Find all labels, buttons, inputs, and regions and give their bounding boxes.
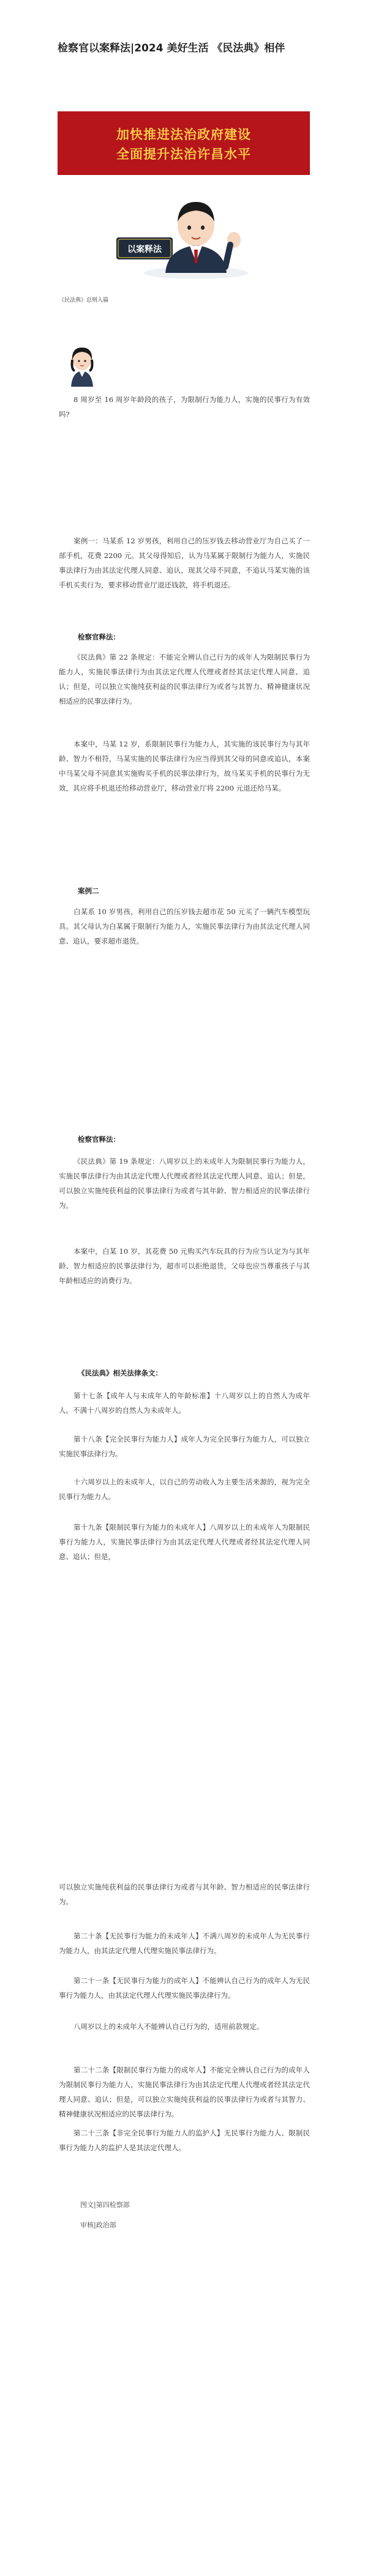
prosecutor-illustration-icon — [104, 181, 276, 279]
explain1-paragraph-1: 《民法典》第 22 条规定：不能完全辨认自己行为的成年人为限制民事行为能力人，实施民事法律行为由其法定代理人代理或者经其法定代理人同意、追认；但是，可以独立实施纯获利益的民事法律行为或者与其智力、精神健康状况相适应的民事法律行为。 — [59, 653, 310, 705]
banner-line-1: 加快推进法治政府建设 — [116, 127, 251, 142]
law-article-22: 第二十二条【限制民事行为能力的成年人】不能完全辨认自己行为的成年人为限制民事行为能力人，实施民事法律行为由其法定代理人代理或者经其法定代理人同意、追认；但是，可以独立实施纯获利益的民事法律行为或者与其智力、精神健康状况相适应的民事法律行为。 — [59, 2066, 310, 2118]
explain1-paragraph-2: 本案中，马某 12 岁，系限制民事行为能力人，其实施的该民事行为与其年龄、智力不相符，马某实施的民事法律行为应当得到其父母的同意或追认，本案中马某父母不同意其实施购买手机的民事法律行为，故马某买手机的民事行为无效，其应将手机退还给移动营业厅，移动营业厅将 2200 元退还给马某。 — [59, 740, 310, 792]
case2-heading: 案例二 — [78, 887, 99, 895]
explain1-heading: 检察官释法： — [78, 633, 120, 641]
banner — [58, 111, 310, 175]
section-caption: 《民法典》总则入篇 — [59, 297, 109, 303]
hero-badge-text: 以案释法 — [127, 245, 162, 255]
law-article-19-continued: 可以独立实施纯获利益的民事法律行为或者与其年龄、智力相适应的民事法律行为。 — [59, 1883, 310, 1906]
law-article-21-clause-2: 八周岁以上的未成年人不能辨认自己行为的，适用前款规定。 — [73, 2022, 264, 2031]
case2-paragraph: 白某系 10 岁男孩，利用自己的压岁钱去超市花 50 元买了一辆汽车模型玩具。其父母认为白某属于限制行为能力人，实施民事法律行为由其法定代理人同意、追认，要求超市退货。 — [59, 907, 310, 945]
law-article-18: 第十八条【完全民事行为能力人】成年人为完全民事行为能力人，可以独立实施民事法律行为。 — [59, 1435, 310, 1458]
law-article-18-clause-2: 十六周岁以上的未成年人，以自己的劳动收入为主要生活来源的，视为完全民事行为能力人。 — [59, 1478, 310, 1501]
girl-avatar-icon — [66, 343, 98, 387]
banner-line-2: 全面提升法治许昌水平 — [116, 146, 251, 162]
law-heading: 《民法典》相关法律条文： — [78, 1369, 162, 1377]
explain2-heading: 检察官释法： — [78, 1135, 120, 1144]
explain2-paragraph-2: 本案中，白某 10 岁，其花费 50 元购买汽车玩具的行为应当认定为与其年龄、智力相适应的民事法律行为，超市可以拒绝退货，父母也应当尊重孩子与其年龄相适应的消费行为。 — [59, 1247, 310, 1285]
law-article-19: 第十九条【限制民事行为能力的未成年人】八周岁以上的未成年人为限制民事行为能力人，实施民事法律行为由其法定代理人代理或者经其法定代理人同意、追认；但是， — [59, 1523, 310, 1561]
article-title: 检察官以案释法|2024 美好生活 《民法典》相伴 — [58, 42, 285, 54]
explain2-paragraph-1: 《民法典》第 19 条规定：八周岁以上的未成年人为限制民事行为能力人，实施民事法律行为由其法定代理人代理或者经其法定代理人同意、追认；但是，可以独立实施纯获利益的民事法律行为或者与其年龄、智力相适应的民事法律行为。 — [59, 1157, 310, 1210]
law-article-23: 第二十三条【非完全民事行为能力人的监护人】无民事行为能力人、限制民事行为能力人的监护人是其法定代理人。 — [59, 2129, 310, 2152]
law-article-17: 第十七条【成年人与未成年人的年龄标准】十八周岁以上的自然人为成年人。不满十八周岁的自然人为未成年人。 — [59, 1391, 310, 1415]
law-article-20: 第二十条【无民事行为能力的未成年人】不满八周岁的未成年人为无民事行为能力人，由其法定代理人代理实施民事法律行为。 — [59, 1932, 310, 1955]
footer-reviewer: 审核|政治部 — [80, 2221, 116, 2229]
law-article-21: 第二十一条【无民事行为能力的成年人】不能辨认自己行为的成年人为无民事行为能力人，由其法定代理人代理实施民事法律行为。 — [59, 1976, 310, 2000]
intro-paragraph: 8 周岁至 16 周岁年龄段的孩子，为限制行为能力人，实施的民事行为有效吗? — [59, 395, 310, 419]
footer-source: 图文|第四检察部 — [80, 2201, 130, 2209]
case1-paragraph: 案例一：马某系 12 岁男孩，利用自己的压岁钱去移动营业厅为自己买了一部手机，花费 2200 元。其父母得知后，认为马某属于限制行为能力人，实施民事法律行为由其法定代理人同意、追认，现其父母不同意，不追认马某实施的该手机买卖行为，要求移动营业厅退还钱款，将手机退还。 — [59, 537, 310, 589]
